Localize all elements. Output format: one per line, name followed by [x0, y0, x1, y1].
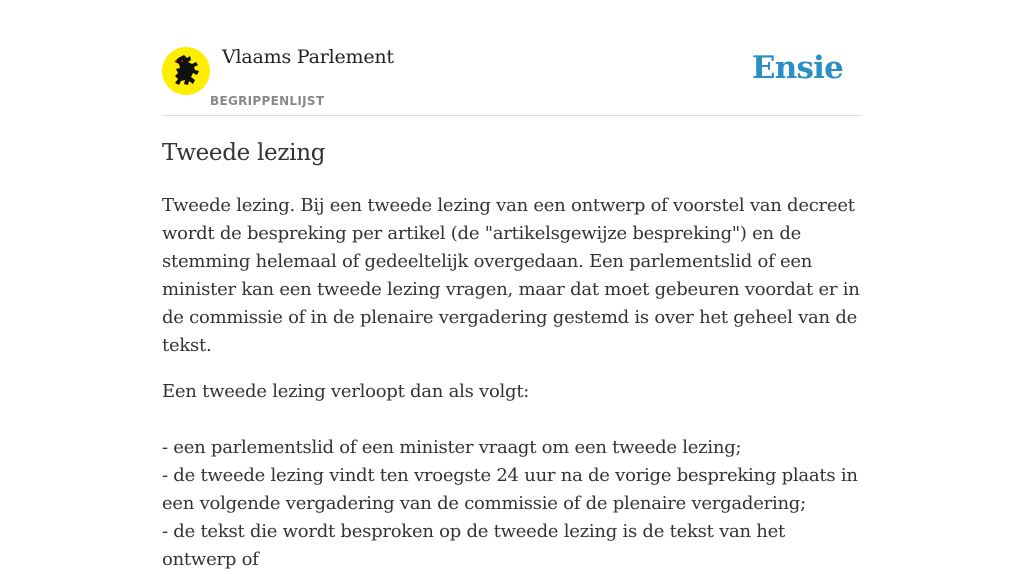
list-intro: Een tweede lezing verloopt dan als volgt:: [162, 381, 530, 402]
page-container: [162, 0, 862, 570]
category-label[interactable]: BEGRIPPENLIJST: [210, 94, 325, 108]
paragraph: [162, 378, 862, 574]
brand-logo[interactable]: Ensie: [751, 50, 843, 86]
page-title: Tweede lezing: [162, 140, 326, 166]
list-item: - de tekst die wordt besproken op de tweede lezing is de tekst van het ontwerp of: [162, 521, 786, 570]
paragraph: Tweede lezing. Bij een tweede lezing van een ontwerp of voorstel van decreet wordt de bespreking per artikel (de "artikelsgewijze bespreking") en de stemming helemaal of gedeeltelijk overgedaan. Een parlementslid of een minister kan een tweede lezing vragen, maar dat moet gebeuren voordat er in de commissie of in de plenaire vergadering gestemd is over het geheel van de tekst.: [162, 195, 860, 356]
blank-line: [162, 406, 862, 434]
list-item: - een parlementslid of een minister vraagt om een tweede lezing;: [162, 437, 742, 458]
article-body: [162, 192, 862, 574]
author-name[interactable]: Vlaams Parlement: [222, 46, 394, 68]
article-header: [162, 0, 862, 116]
author-logo[interactable]: [162, 47, 210, 95]
flemish-lion-icon: [171, 54, 201, 88]
list-item: - de tweede lezing vindt ten vroegste 24 uur na de vorige bespreking plaats in een volgende vergadering van de commissie of de plenaire vergadering;: [162, 465, 858, 514]
